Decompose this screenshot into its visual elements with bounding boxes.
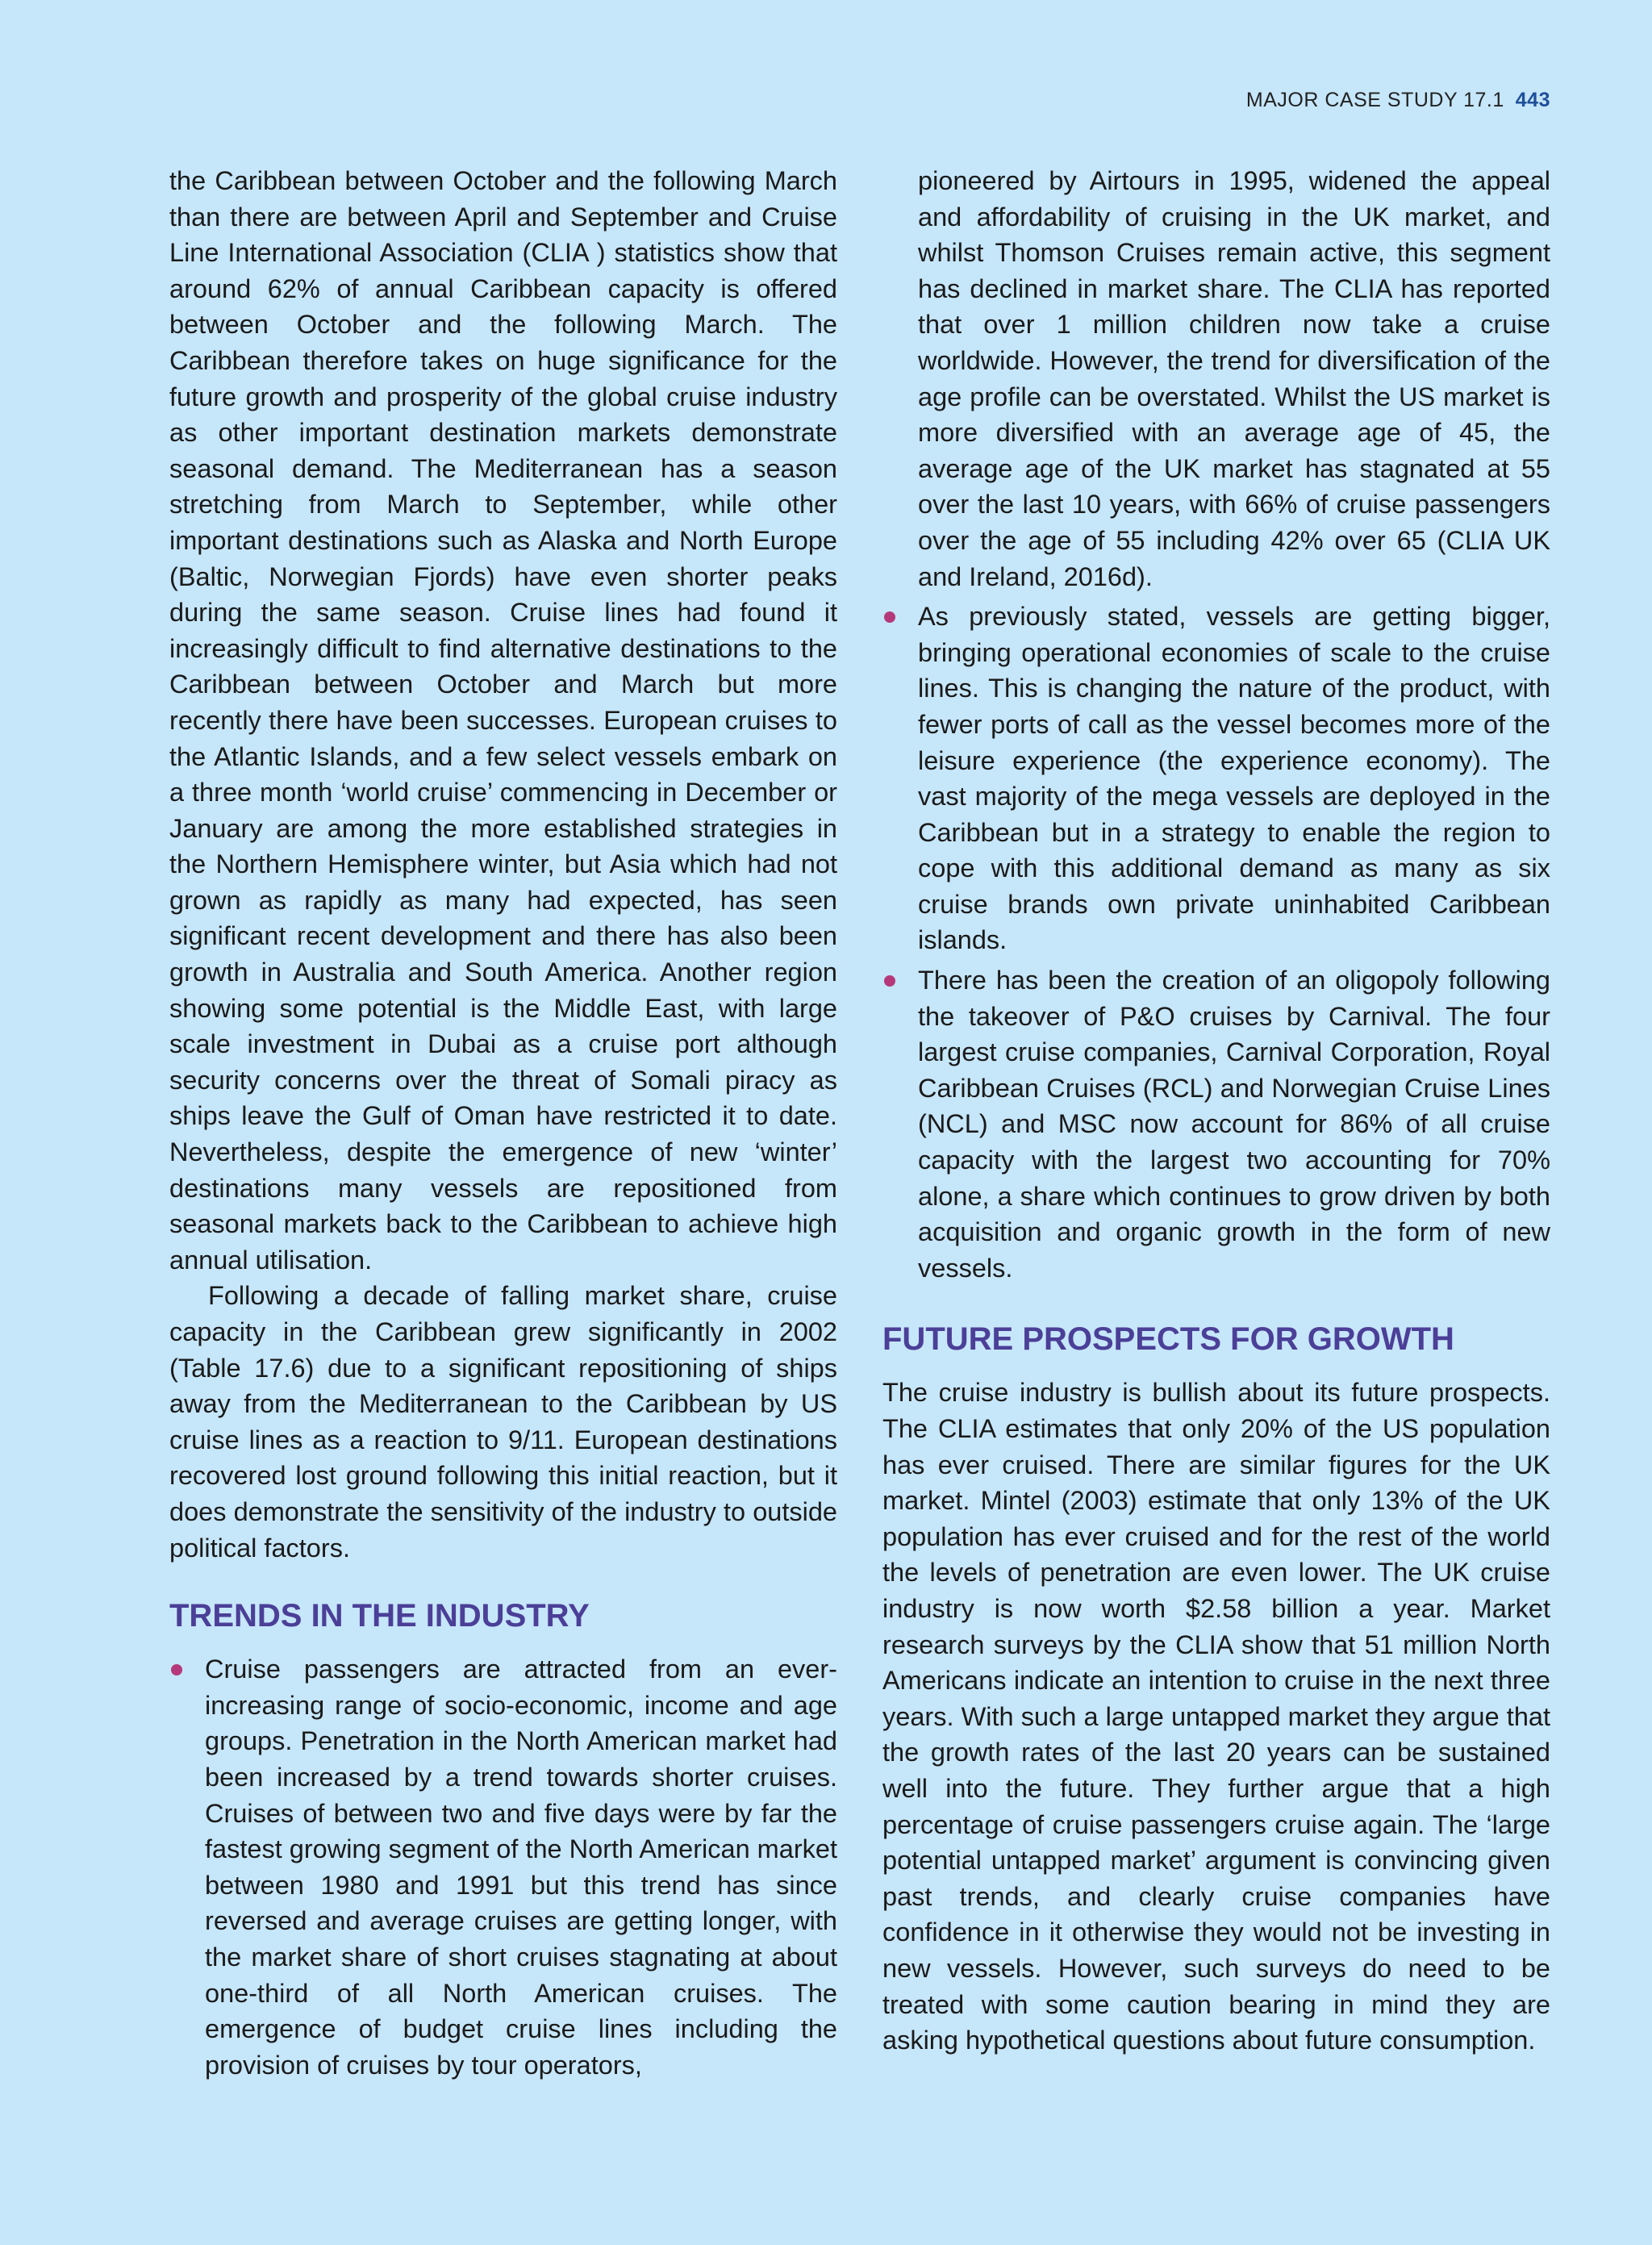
body-paragraph: the Caribbean between October and the following March than there are between April and September and Cruise Line International Association (CLIA ) statistics show that around 62% of annual Caribbean capacity is offered between October and the following March. The Caribbean therefore takes on huge significance for the future growth and prosperity of the global cruise industry as other important destination markets demonstrate seasonal demand. The Mediterranean has a season stretching from March to September, while other important destinations such as Alaska and North Europe (Baltic, Norwegian Fjords) have even shorter peaks during the same season. Cruise lines had found it increasingly difficult to find alternative destinations to the Caribbean between October and March but more recently there have been successes. European cruises to the Atlantic Islands, and a few select vessels embark on a three month ‘world cruise’ commencing in December or January are among the more established strategies in the Northern Hemisphere winter, but Asia which had not grown as rapidly as many had expected, has seen significant recent development and there has also been growth in Australia and South America. Another region showing some potential is the Middle East, with large scale investment in Dubai as a cruise port although security concerns over the threat of Somali piracy as ships leave the Gulf of Oman have restricted it to date. Nevertheless, despite the emergence of new ‘winter’ destinations many vessels are repositioned from seasonal markets back to the Caribbean to achieve high annual utilisation.: [169, 166, 837, 1275]
bullet-dot-icon: [884, 611, 895, 623]
section-heading-future: FUTURE PROSPECTS FOR GROWTH: [882, 1321, 1454, 1358]
trends-bullet-list-continued: [882, 599, 1550, 1286]
right-column: [882, 163, 1550, 2059]
list-item: [169, 1651, 837, 2083]
running-title: MAJOR CASE STUDY 17.1: [1245, 89, 1504, 111]
body-paragraph: Following a decade of falling market share, cruise capacity in the Caribbean grew significantly in 2002 (Table 17.6) due to a significant repositioning of ships away from the Mediterranean to the Caribbean by US cruise lines as a reaction to 9/11. European destinations recovered lost ground following this initial reaction, but it does demonstrate the sensitivity of the industry to outside political factors.: [169, 1281, 837, 1563]
list-item-text: There has been the creation of an oligopoly following the takeover of P&O cruises by Carnival. The four largest cruise companies, Carnival Corporation, Royal Caribbean Cruises (RCL) and Norwegian Cruise Lines (NCL) and MSC now account for 86% of all cruise capacity with the largest two accounting for 70% alone, a share which continues to grow driven by both acquisition and organic growth in the form of new vessels.: [918, 966, 1550, 1283]
list-item-continued: pioneered by Airtours in 1995, widened the appeal and affordability of cruising in the UK market, and whilst Thomson Cruises remain active, this segment has declined in market share. The CLIA has reported that over 1 million children now take a cruise worldwide. However, the trend for diversification of the age profile can be overstated. Whilst the US market is more diversified with an average age of 45, the average age of the UK market has stagnated at 55 over the last 10 years, with 66% of cruise passengers over the age of 55 including 42% over 65 (CLIA UK and Ireland, 2016d).: [918, 166, 1550, 591]
trends-bullet-list: [169, 1651, 837, 2083]
list-item-text: Cruise passengers are attracted from an ever-increasing range of socio-economic, income and age groups. Penetration in the North American market had been increased by a trend towards shorter cruises. Cruises of between two and five days were by far the fastest growing segment of the North American market between 1980 and 1991 but this trend has since reversed and average cruises are getting longer, with the market share of short cruises stagnating at about one-third of all North American cruises. The emergence of budget cruise lines including the provision of cruises by tour operators,: [205, 1655, 837, 2080]
bullet-dot-icon: [884, 975, 895, 987]
list-item: [882, 962, 1550, 1286]
bullet-dot-icon: [171, 1664, 182, 1675]
list-item-text: As previously stated, vessels are getting bigger, bringing operational economies of scale to the cruise lines. This is changing the nature of the product, with fewer ports of call as the vessel becomes more of the leisure experience (the experience economy). The vast majority of the mega vessels are deployed in the Caribbean but in a strategy to enable the region to cope with this additional demand as many as six cruise brands own private uninhabited Caribbean islands.: [918, 602, 1550, 955]
body-paragraph: The cruise industry is bullish about its future prospects. The CLIA estimates that only 20% of the US population has ever cruised. There are similar figures for the UK market. Mintel (2003) estimate that only 13% of the UK population has ever cruised and for the rest of the world the levels of penetration are even lower. The UK cruise industry is now worth $2.58 billion a year. Market research surveys by the CLIA show that 51 million North Americans indicate an intention to cruise in the next three years. With such a large untapped market they argue that the growth rates of the last 20 years can be sustained well into the future. They further argue that a high percentage of cruise passengers cruise again. The ‘large potential untapped market’ argument is convincing given past trends, and clearly cruise companies have confidence in it otherwise they would not be investing in new vessels. However, such surveys do need to be treated with some caution bearing in mind they are asking hypothetical questions about future consumption.: [882, 1378, 1550, 2055]
left-column: [169, 163, 837, 2087]
page-number: 443: [1515, 89, 1550, 111]
running-head: [1246, 89, 1550, 112]
list-item: [882, 599, 1550, 958]
section-heading-trends: TRENDS IN THE INDUSTRY: [169, 1598, 590, 1634]
